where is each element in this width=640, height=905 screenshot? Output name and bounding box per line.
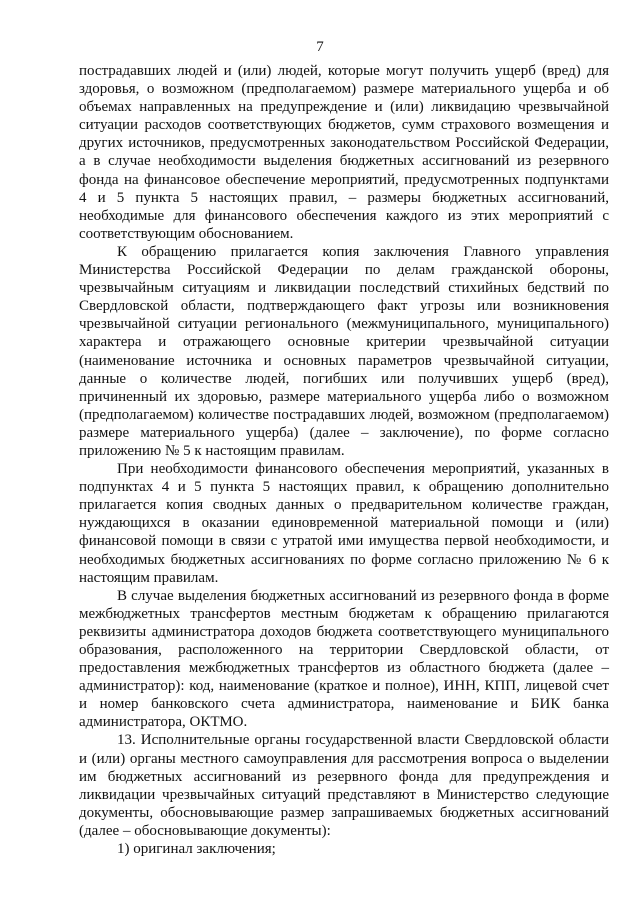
paragraph-administrator-details: В случае выделения бюджетных ассигнований из резервного фонда в форме межбюджетных трансфертов местным бюджетам к обращению прилагаются реквизиты администратора доходов бюджета соответствующего муниципального образования, расположенного на территории Свердловской области, от предоставления межбюджетных трансфертов из областного бюджета (далее – администратор): код, наименование (краткое и полное), ИНН, КПП, лицевой счет и номер банковского счета администратора, наименование и БИК банка администратора, ОКТМО. (79, 587, 609, 731)
paragraph-continuation: пострадавших людей и (или) людей, которые могут получить ущерб (вред) для здоровья, о возможном (предполагаемом) размере материального ущерба и об объемах направленных на предупреждение и (или) ликвидацию чрезвычайной ситуации расходов соответствующих бюджетов, сумм страхового возмещения и других источников, предусмотренных законодательством Российской Федерации, а в случае необходимости выделения бюджетных ассигнований из резервного фонда на финансовое обеспечение мероприятий, предусмотренных подпунктами 4 и 5 пункта 5 настоящих правил, – размеры бюджетных ассигнований, необходимые для финансового обеспечения каждого из этих мероприятий с соответствующим обоснованием. (79, 63, 609, 242)
page-number: 7 (316, 39, 324, 55)
list-item-original-conclusion: 1) оригинал заключения; (117, 841, 276, 858)
paragraph-item-13: 13. Исполнительные органы государственной власти Свердловской области и (или) органы местного самоуправления для рассмотрения вопроса о выделении им бюджетных ассигнований из резервного фонда для предупреждения и ликвидации чрезвычайных ситуаций представляют в Министерство следующие документы, обосновывающие размер запрашиваемых бюджетных ассигнований (далее – обосновывающие документы): (79, 732, 609, 839)
document-body (79, 62, 609, 858)
paragraph-conclusion-attachment: К обращению прилагается копия заключения Главного управления Министерства Российской Федерации по делам гражданской обороны, чрезвычайным ситуациям и ликвидации последствий стихийных бедствий по Свердловской области, подтверждающего факт угрозы или возникновения чрезвычайной ситуации регионального (межмуниципального, муниципального) характера и отражающего основные критерии чрезвычайной ситуации (наименование источника и основных параметров чрезвычайной ситуации, данные о количестве людей, погибших или получивших ущерб (вред), причиненный их здоровью, размере материального ущерба либо о возможном (предполагаемом) количестве пострадавших людей, возможном (предполагаемом) размере материального ущерба) (далее – заключение), по форме согласно приложению № 5 к настоящим правилам. (79, 243, 609, 459)
paragraph-summary-data: При необходимости финансового обеспечения мероприятий, указанных в подпунктах 4 и 5 пункта 5 настоящих правил, к обращению дополнительно прилагается копия сводных данных о предварительном количестве граждан, нуждающихся в оказании единовременной материальной помощи и (или) финансовой помощи в связи с утратой ими имущества первой необходимости, и необходимых бюджетных ассигнованиях по форме согласно приложению № 6 к настоящим правилам. (79, 461, 609, 586)
